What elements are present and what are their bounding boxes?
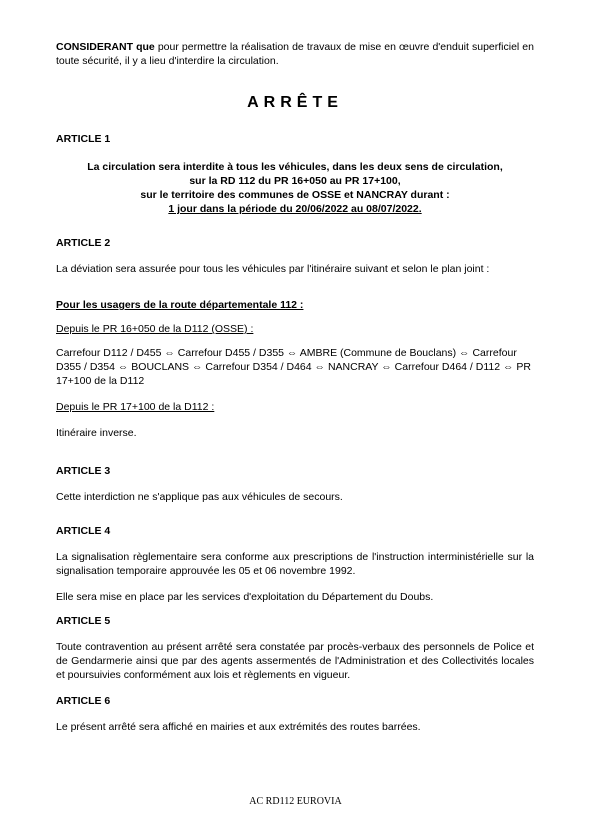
considerant-paragraph <box>56 40 534 68</box>
article-1-period: 1 jour dans la période du 20/06/2022 au 08/07/2022. <box>168 203 422 215</box>
article-4-heading: ARTICLE 4 <box>56 525 111 537</box>
considerant-lead: CONSIDERANT que <box>56 41 155 53</box>
article-1-heading: ARTICLE 1 <box>56 133 111 145</box>
article-2-from-2: Depuis le PR 17+100 de la D112 : <box>56 401 215 413</box>
article-4-text-1: La signalisation règlementaire sera conforme aux prescriptions de l'instruction interministérielle sur la signalisation temporaire approuvée les 05 et 06 novembre 1992. <box>56 551 534 577</box>
article-1-line-1: La circulation sera interdite à tous les véhicules, dans les deux sens de circulation, <box>87 161 503 173</box>
article-5-heading: ARTICLE 5 <box>56 615 111 627</box>
article-2-intro: La déviation sera assurée pour tous les véhicules par l'itinéraire suivant et selon le plan joint : <box>56 263 490 275</box>
article-1-line-3: sur le territoire des communes de OSSE et NANCRAY durant : <box>140 189 450 201</box>
page-footer: AC RD112 EUROVIA <box>249 796 342 807</box>
considerant-text: pour permettre la réalisation de travaux de mise en œuvre d'enduit superficiel en toute sécurité, il y a lieu d'interdire la circulation. <box>56 41 534 67</box>
article-5-text: Toute contravention au présent arrêté sera constatée par procès-verbaux des personnels de Police et de Gendarmerie ainsi que par des agents assermentés de l'Administration et des Collectivités locales et poursuivies conformément aux lois et règlements en vigueur. <box>56 641 534 681</box>
article-6-text: Le présent arrêté sera affiché en mairies et aux extrémités des routes barrées. <box>56 721 421 733</box>
document-page <box>56 40 534 734</box>
article-2-users-heading: Pour les usagers de la route départementale 112 : <box>56 299 304 311</box>
article-1-body <box>56 160 534 216</box>
article-2-from-1: Depuis le PR 16+050 de la D112 (OSSE) : <box>56 323 254 335</box>
article-2-route-2: Itinéraire inverse. <box>56 427 137 439</box>
arrete-title: ARRÊTE <box>247 94 343 111</box>
article-2-route-1: Carrefour D112 / D455 ⇔ Carrefour D455 / D355 ⇔ AMBRE (Commune de Bouclans) ⇔ Carrefour D355 / D354 ⇔ BOUCLANS ⇔ Carrefour D354 / D464 ⇔ NANCRAY ⇔ Carrefour D464 / D112 ⇔ PR 17+100 de la D112 <box>56 347 532 387</box>
article-2-heading: ARTICLE 2 <box>56 237 111 249</box>
article-3-heading: ARTICLE 3 <box>56 465 111 477</box>
article-4-text-2: Elle sera mise en place par les services d'exploitation du Département du Doubs. <box>56 591 434 603</box>
article-3-text: Cette interdiction ne s'applique pas aux véhicules de secours. <box>56 491 343 503</box>
article-1-line-2: sur la RD 112 du PR 16+050 au PR 17+100, <box>189 175 401 187</box>
article-6-heading: ARTICLE 6 <box>56 695 111 707</box>
